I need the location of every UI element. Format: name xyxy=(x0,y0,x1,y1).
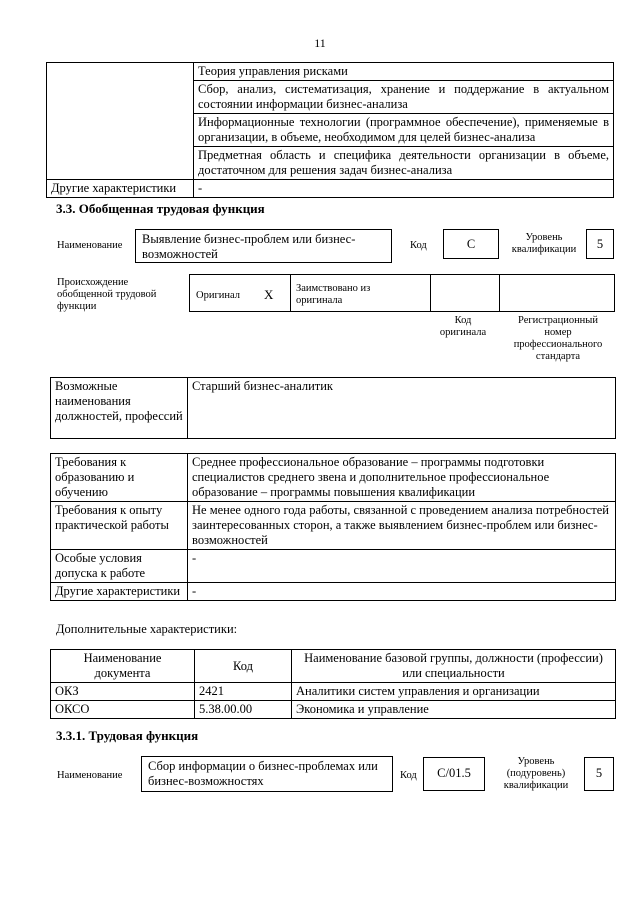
other-characteristics-value: - xyxy=(194,180,614,198)
code-original-label: Код оригинала xyxy=(439,315,487,338)
origin-label: Происхождение обобщенной трудовой функции xyxy=(57,277,157,312)
knowledge-row: Предметная область и специфика деятельности организации в объеме, достаточном для решения задач бизнес-анализа xyxy=(194,147,614,180)
knowledge-row: Информационные технологии (программное обеспечение), применяемые в организации, в объеме, необходимом для целей бизнес-анализа xyxy=(194,114,614,147)
function-name-box: Сбор информации о бизнес-проблемах или бизнес-возможностях xyxy=(141,756,393,792)
requirement-label: Особые условия допуска к работе xyxy=(51,550,188,583)
name-label: Наименование xyxy=(57,240,123,251)
level-label: Уровень квалификации xyxy=(511,232,577,255)
table-cell: 5.38.00.00 xyxy=(195,701,292,719)
requirement-value: Среднее профессиональное образование – программы подготовки специалистов среднего звена и дополнительное профессиональное образование – программы повышения квалификации xyxy=(188,454,616,502)
table-cell: 2421 xyxy=(195,683,292,701)
requirement-value: Не менее одного года работы, связанной с проведением анализа потребностей заинтересованных сторон, а также выявлением бизнес-проблем или бизнес-возможностей xyxy=(188,502,616,550)
additional-heading: Дополнительные характеристики: xyxy=(56,622,238,636)
other-characteristics-label: Другие характеристики xyxy=(47,180,194,198)
code-label: Код xyxy=(410,240,427,251)
section-heading: 3.3. Обобщенная трудовая функция xyxy=(56,201,265,216)
top-knowledge-table xyxy=(46,62,614,198)
code-box: C/01.5 xyxy=(423,757,485,791)
requirement-value: - xyxy=(188,583,616,601)
code-box: C xyxy=(443,229,499,259)
original-label: Оригинал xyxy=(196,290,240,301)
level-label: Уровень (подуровень) квалификации xyxy=(503,756,569,791)
positions-table xyxy=(50,377,616,439)
requirement-label: Требования к образованию и обучению xyxy=(51,454,188,502)
knowledge-row: Сбор, анализ, систематизация, хранение и поддержание в актуальном состоянии информации бизнес-анализа xyxy=(194,81,614,114)
column-header: Код xyxy=(195,650,292,683)
borrowed-label: Заимствовано из оригинала xyxy=(296,283,371,306)
column-header: Наименование документа xyxy=(51,650,195,683)
positions-value: Старший бизнес-аналитик xyxy=(188,378,616,439)
column-header: Наименование базовой группы, должности (профессии) или специальности xyxy=(292,650,616,683)
subsection-heading: 3.3.1. Трудовая функция xyxy=(56,728,199,743)
additional-table xyxy=(50,649,616,719)
function-name-box: Выявление бизнес-проблем или бизнес-возможностей xyxy=(135,229,392,263)
name-label: Наименование xyxy=(57,770,123,781)
requirement-label: Требования к опыту практической работы xyxy=(51,502,188,550)
requirement-value: - xyxy=(188,550,616,583)
requirement-label: Другие характеристики xyxy=(51,583,188,601)
divider xyxy=(499,275,500,312)
reg-number-label: Регистрационный номер профессионального стандарта xyxy=(513,315,603,362)
table-cell: ОКСО xyxy=(51,701,195,719)
table-cell: Аналитики систем управления и организации xyxy=(292,683,616,701)
divider xyxy=(430,275,431,312)
level-box: 5 xyxy=(586,229,614,259)
original-mark: X xyxy=(264,287,274,302)
level-box: 5 xyxy=(584,757,614,791)
divider xyxy=(290,275,291,312)
page-number: 11 xyxy=(314,36,326,50)
code-label: Код xyxy=(400,770,417,781)
origin-box xyxy=(189,274,615,312)
knowledge-row: Теория управления рисками xyxy=(194,63,614,81)
requirements-table xyxy=(50,453,616,601)
table-cell: Экономика и управление xyxy=(292,701,616,719)
positions-label: Возможные наименования должностей, профессий xyxy=(51,378,188,439)
table-cell: ОКЗ xyxy=(51,683,195,701)
